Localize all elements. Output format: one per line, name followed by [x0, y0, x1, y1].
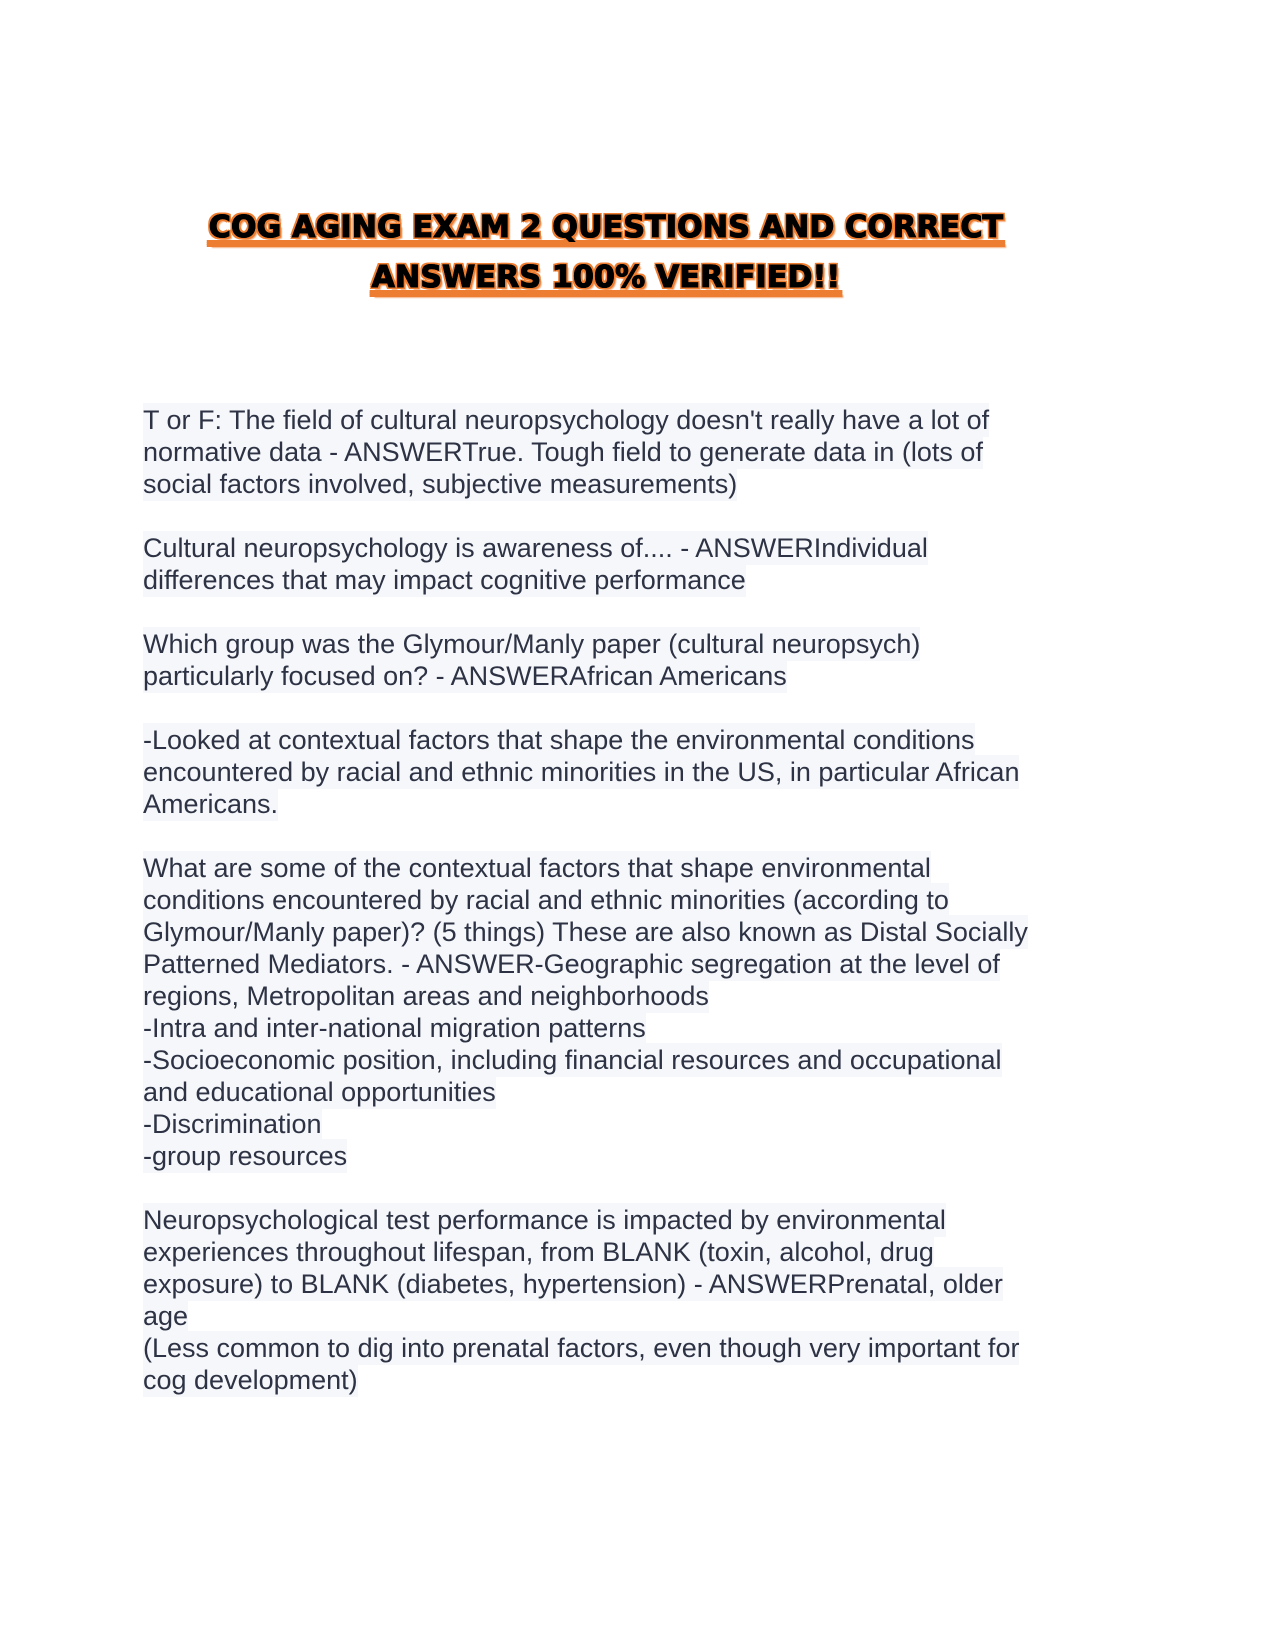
qa-paragraph-3 [143, 628, 1073, 692]
text-line: and educational opportunities [143, 1077, 496, 1107]
text-line: exposure) to BLANK (diabetes, hypertension) - ANSWERPrenatal, older [143, 1269, 1003, 1299]
text-line: Glymour/Manly paper)? (5 things) These are also known as Distal Socially [143, 917, 1028, 947]
text-line: differences that may impact cognitive performance [143, 565, 746, 595]
title-line-2: ANSWERS 100% VERIFIED!! [371, 260, 841, 295]
text-line: Neuropsychological test performance is impacted by environmental [143, 1205, 946, 1235]
qa-paragraph-4 [143, 724, 1073, 820]
qa-paragraph-6 [143, 1204, 1073, 1396]
text-line: conditions encountered by racial and ethnic minorities (according to [143, 885, 949, 915]
list-item: -Discrimination [143, 1109, 322, 1139]
document-body [143, 404, 1073, 1428]
qa-paragraph-5 [143, 852, 1073, 1172]
text-line: experiences throughout lifespan, from BLANK (toxin, alcohol, drug [143, 1237, 934, 1267]
text-line: particularly focused on? - ANSWERAfrican Americans [143, 661, 787, 691]
text-line: cog development) [143, 1365, 358, 1395]
text-line: Cultural neuropsychology is awareness of.... - ANSWERIndividual [143, 533, 928, 563]
document-title [0, 203, 1212, 303]
qa-paragraph-2 [143, 532, 1073, 596]
text-line: (Less common to dig into prenatal factors, even though very important for [143, 1333, 1020, 1363]
list-item: -group resources [143, 1141, 348, 1171]
list-item: -Intra and inter-national migration patterns [143, 1013, 646, 1043]
qa-paragraph-1 [143, 404, 1073, 500]
text-line: T or F: The field of cultural neuropsychology doesn't really have a lot of [143, 405, 990, 435]
text-line: -Looked at contextual factors that shape the environmental conditions [143, 725, 975, 755]
text-line: Patterned Mediators. - ANSWER-Geographic segregation at the level of [143, 949, 1000, 979]
list-item: -Socioeconomic position, including financial resources and occupational [143, 1045, 1002, 1075]
title-line-1: COG AGING EXAM 2 QUESTIONS AND CORRECT [208, 210, 1004, 245]
text-line: age [143, 1301, 189, 1331]
text-line: encountered by racial and ethnic minorities in the US, in particular African [143, 757, 1020, 787]
text-line: Americans. [143, 789, 279, 819]
text-line: Which group was the Glymour/Manly paper (cultural neuropsych) [143, 629, 921, 659]
text-line: What are some of the contextual factors that shape environmental [143, 853, 931, 883]
text-line: normative data - ANSWERTrue. Tough field to generate data in (lots of [143, 437, 983, 467]
text-line: regions, Metropolitan areas and neighborhoods [143, 981, 709, 1011]
text-line: social factors involved, subjective measurements) [143, 469, 738, 499]
